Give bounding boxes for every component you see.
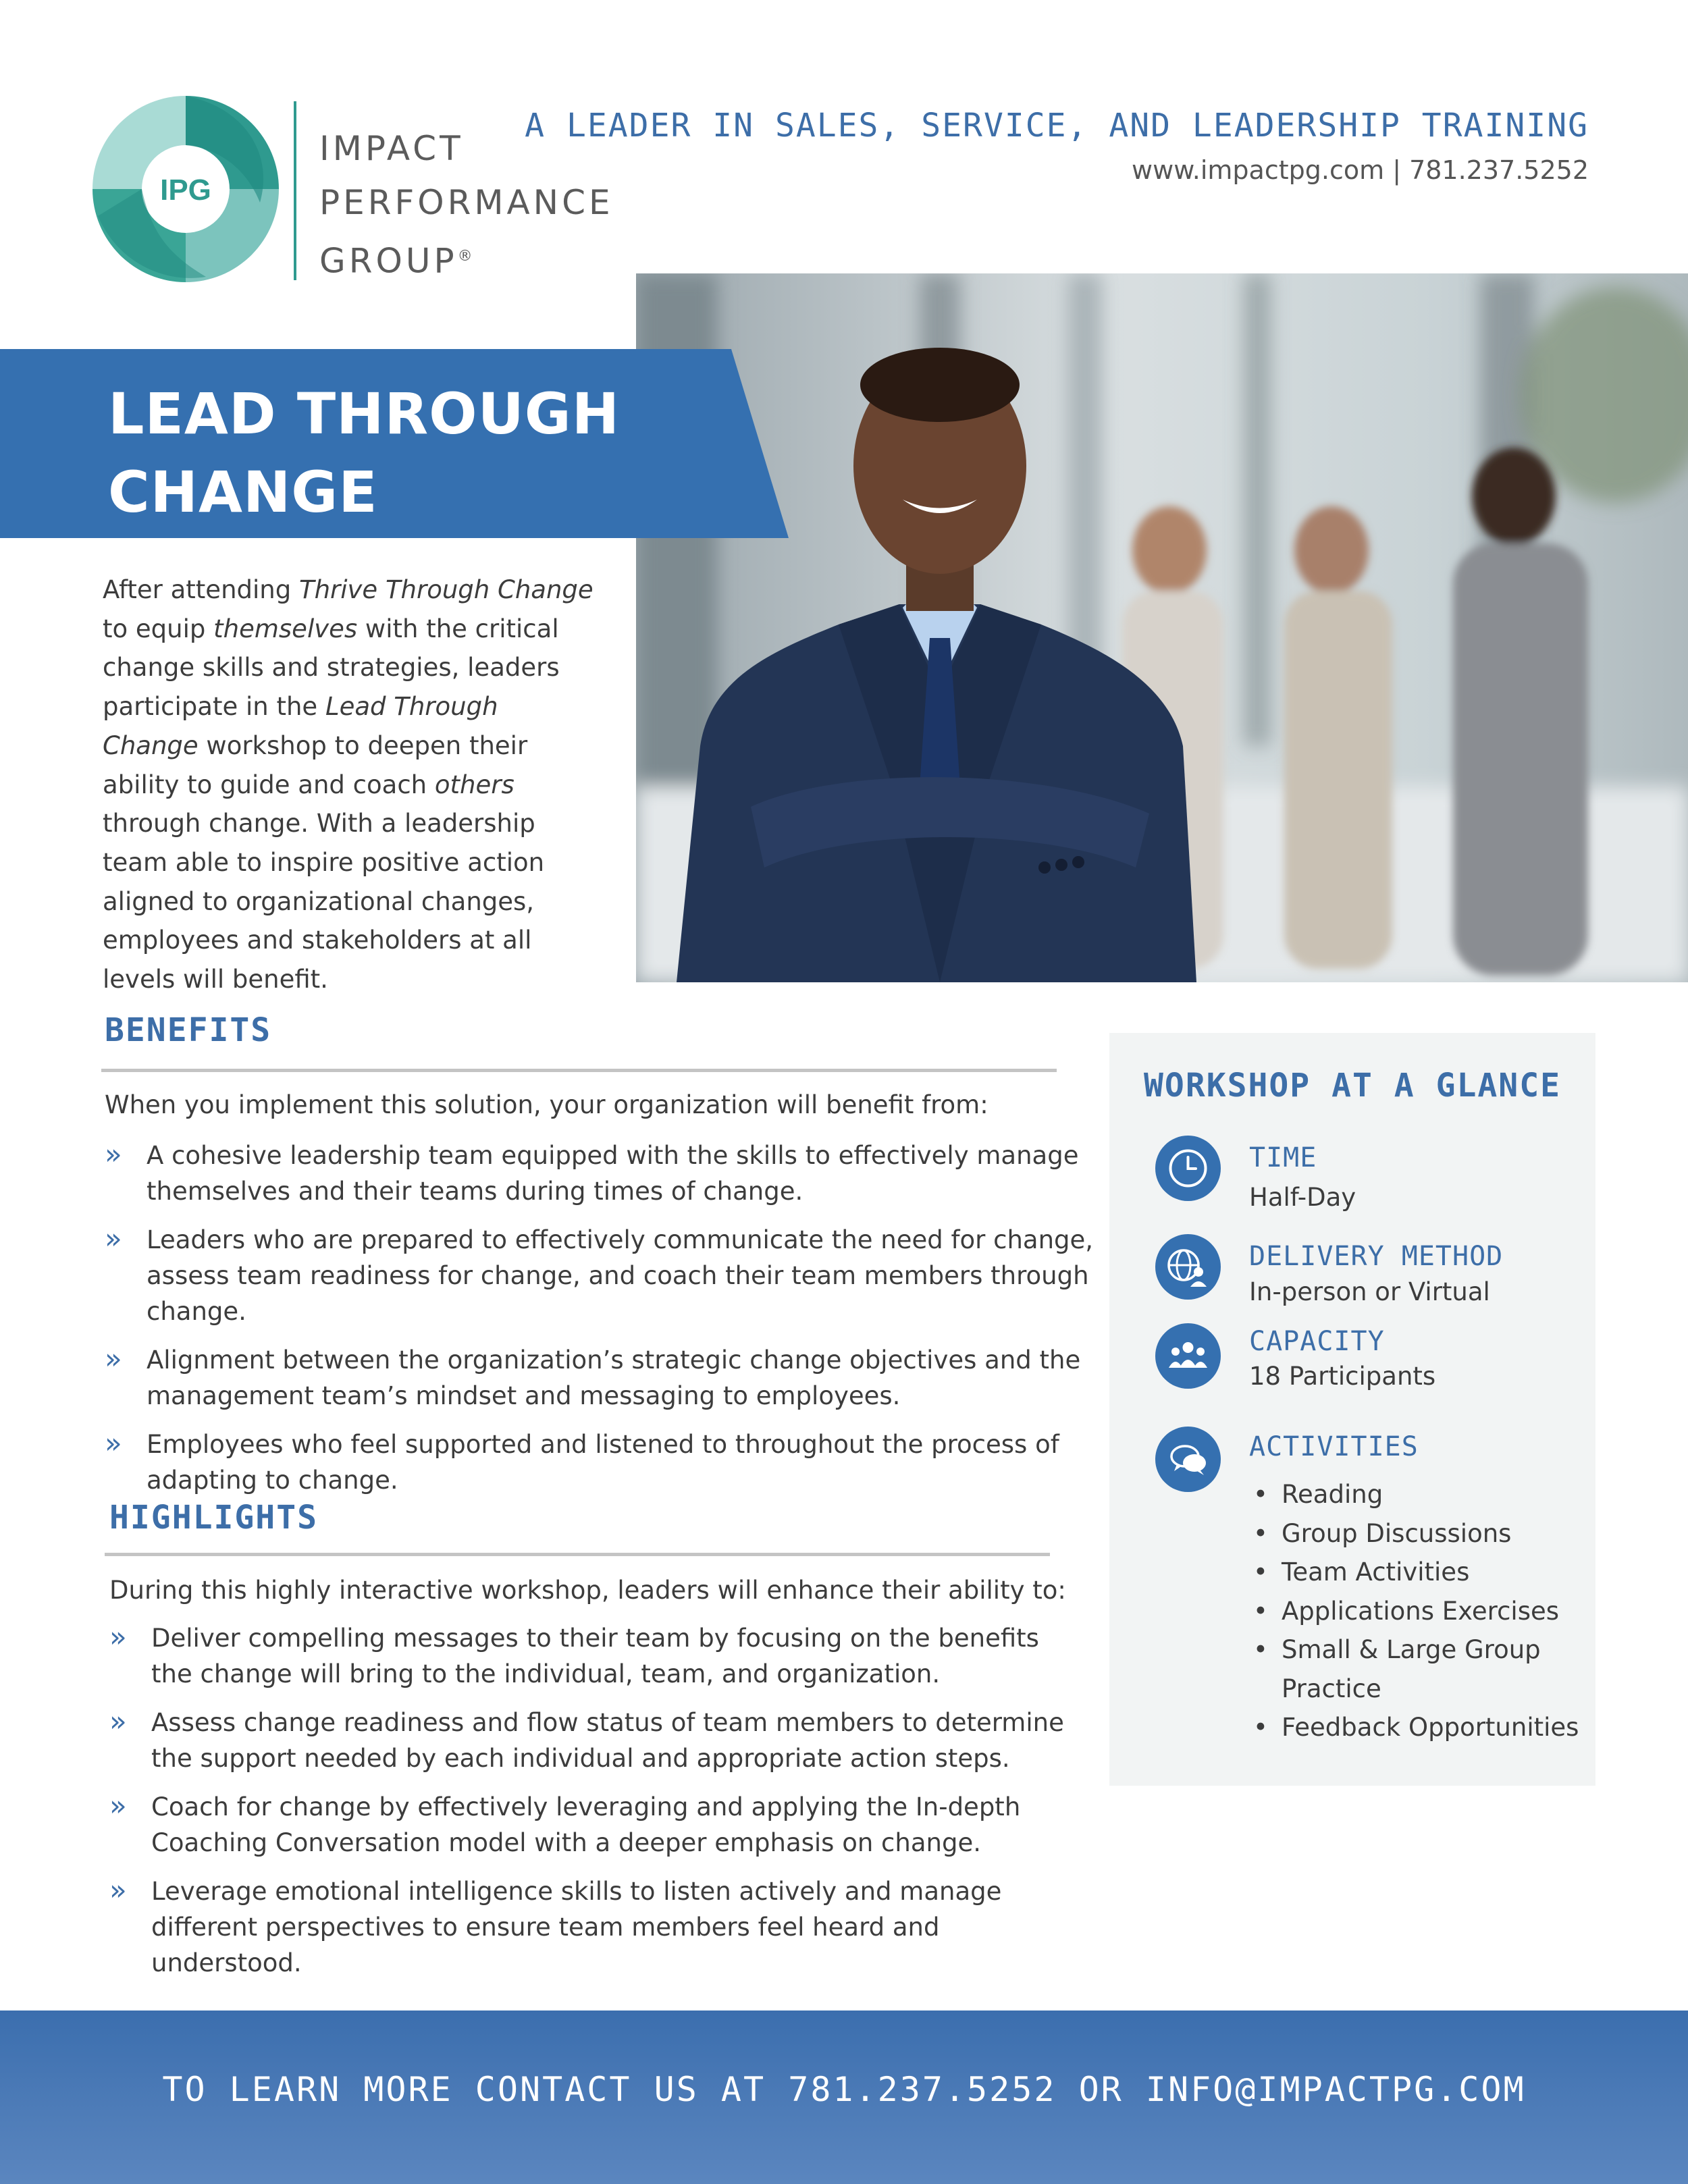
chevron-bullet-icon: » (109, 1789, 127, 1822)
list-item: » Assess change readiness and flow status of team members to determine the support needed by each individual and appropriate action steps. (109, 1705, 1064, 1773)
ipg-logo (91, 95, 280, 284)
highlights-heading: HIGHLIGHTS (109, 1499, 318, 1537)
chevron-bullet-icon: » (109, 1620, 127, 1653)
delivery-method-value: In-person or Virtual (1249, 1277, 1490, 1306)
company-name (319, 122, 614, 288)
company-line-1: IMPACT (319, 129, 464, 168)
chevron-bullet-icon: » (109, 1873, 127, 1907)
chevron-bullet-icon: » (109, 1705, 127, 1738)
hero-photo (636, 273, 1688, 982)
company-line-3: GROUP® (319, 241, 473, 281)
benefits-list (105, 1138, 1104, 1511)
highlights-list (109, 1620, 1075, 1994)
workshop-at-a-glance-panel (1109, 1033, 1595, 1786)
capacity-value: 18 Participants (1249, 1362, 1436, 1391)
intro-paragraph: After attending Thrive Through Change to equip themselves with the critical change skills and strategies, leaders participate in the Lead Through Change workshop to deepen their ability to guide and coach others through change. With a leadership team able to inspire positive action aligned to organizational changes, employees and stakeholders at all levels will benefit. (103, 575, 594, 994)
activities-list (1248, 1475, 1585, 1747)
list-item: • Team Activities (1248, 1553, 1585, 1592)
list-item: » Alignment between the organization’s strategic change objectives and the management team’s mindset and messaging to employees. (105, 1342, 1081, 1410)
chevron-bullet-icon: » (105, 1222, 122, 1255)
registered-mark: ® (457, 248, 473, 265)
glance-heading: WORKSHOP AT A GLANCE (1144, 1067, 1561, 1104)
list-item: » Coach for change by effectively leveraging and applying the In-depth Coaching Conversation model with a deeper emphasis on change. (109, 1789, 1021, 1857)
benefits-heading: BENEFITS (105, 1011, 272, 1049)
logo-text: IPG (160, 174, 211, 207)
tagline: A LEADER IN SALES, SERVICE, AND LEADERSHIP TRAINING (525, 107, 1589, 144)
time-label: TIME (1249, 1142, 1317, 1173)
globe-person-icon (1155, 1234, 1221, 1300)
company-line-2: PERFORMANCE (319, 183, 614, 222)
list-item: • Group Discussions (1248, 1514, 1585, 1553)
benefits-lead-in: When you implement this solution, your organization will benefit from: (105, 1090, 988, 1119)
list-item: • Small & Large Group Practice (1248, 1630, 1585, 1708)
title-line-1: LEAD THROUGH (108, 381, 621, 447)
header-contact: www.impactpg.com | 781.237.5252 (1132, 155, 1589, 185)
list-item: • Reading (1248, 1475, 1585, 1514)
group-icon (1155, 1323, 1221, 1389)
footer-banner (0, 2010, 1688, 2184)
benefits-divider (101, 1069, 1057, 1072)
chevron-bullet-icon: » (105, 1427, 122, 1460)
activities-label: ACTIVITIES (1249, 1431, 1419, 1462)
list-item: » A cohesive leadership team equipped with the skills to effectively manage themselves and their teams during times of change. (105, 1138, 1079, 1206)
list-item: • Applications Exercises (1248, 1592, 1585, 1631)
capacity-label: CAPACITY (1249, 1326, 1385, 1357)
chevron-bullet-icon: » (105, 1138, 122, 1171)
chat-icon (1155, 1427, 1221, 1492)
list-item: » Leverage emotional intelligence skills to listen actively and manage different perspectives to ensure team members feel heard and understood. (109, 1873, 1002, 1977)
footer-contact: TO LEARN MORE CONTACT US AT 781.237.5252 OR INFO@IMPACTPG.COM (162, 2070, 1526, 2109)
list-item: » Deliver compelling messages to their team by focusing on the benefits the change will bring to the individual, team, and organization. (109, 1620, 1039, 1688)
chevron-bullet-icon: » (105, 1342, 122, 1375)
list-item: » Leaders who are prepared to effectively communicate the need for change, assess team readiness for change, and coach their team members through change. (105, 1222, 1094, 1326)
list-item: • Feedback Opportunities (1248, 1708, 1585, 1747)
title-line-2: CHANGE (108, 459, 378, 525)
logo-divider (294, 101, 296, 280)
page-title (108, 375, 620, 531)
delivery-method-label: DELIVERY METHOD (1249, 1241, 1504, 1272)
list-item: » Employees who feel supported and listened to throughout the process of adapting to change. (105, 1427, 1059, 1495)
highlights-lead-in: During this highly interactive workshop, leaders will enhance their ability to: (109, 1576, 1066, 1605)
clock-icon (1155, 1136, 1221, 1201)
highlights-divider (105, 1553, 1050, 1556)
time-value: Half-Day (1249, 1183, 1356, 1212)
